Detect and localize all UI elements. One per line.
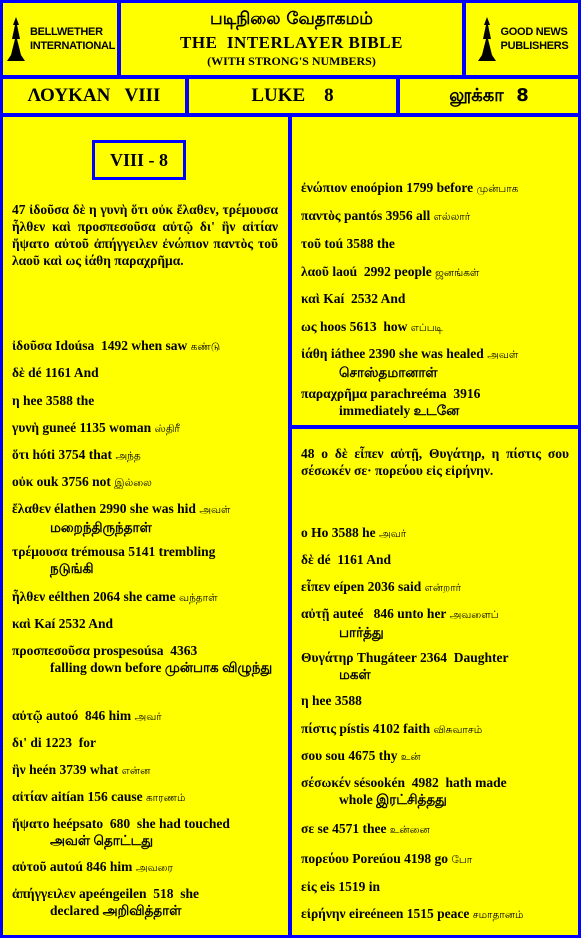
word-entry <box>12 707 278 726</box>
entry-continuation: immediately உடனே <box>339 403 460 418</box>
word-entry <box>301 207 566 226</box>
translit-strongs-english: dé 1161 And <box>317 552 392 567</box>
word-entry <box>12 364 278 381</box>
word-entry <box>301 820 566 839</box>
greek-word: εἰρήνην <box>301 906 346 921</box>
greek-word: ὅτι <box>12 447 30 462</box>
word-entry <box>301 318 566 337</box>
word-entry <box>12 815 278 849</box>
translit-strongs-english: toú 3588 the <box>324 236 395 251</box>
translit-strongs-english: guneé 1135 woman <box>42 420 152 435</box>
word-entry <box>301 235 566 252</box>
translit-strongs-english: di 1223 for <box>30 735 96 750</box>
tamil-gloss: சமாதானம் <box>472 909 524 921</box>
word-entry <box>301 263 566 282</box>
translit-strongs-english: trémousa 5141 trembling <box>70 544 216 559</box>
book-tamil: லூக்கா 8 <box>400 79 578 113</box>
translit-strongs-english: aitían 156 cause <box>51 789 143 804</box>
greek-word: ἔλαθεν <box>12 501 51 516</box>
greek-word: προσπεσοῦσα <box>12 643 90 658</box>
translit-strongs-english: prospesoúsa 4363 <box>93 643 198 658</box>
translit-strongs-english: hoos 5613 how <box>319 319 408 334</box>
tamil-gloss: உன்னை <box>389 824 430 836</box>
greek-word: η <box>301 693 309 708</box>
tamil-gloss: அவர் <box>379 528 407 540</box>
translit-strongs-english: hóti 3754 that <box>32 447 113 462</box>
entry-continuation: சொஸ்தமானாள் <box>339 365 438 380</box>
translit-strongs-english: parachreéma 3916 <box>370 386 481 401</box>
word-entry <box>301 774 566 808</box>
greek-word: πορεύου <box>301 851 349 866</box>
word-entry <box>301 905 566 924</box>
tamil-gloss: என்றார் <box>424 582 462 594</box>
entry-continuation: அவள் தொட்டது <box>50 833 154 848</box>
right-logo-line2: PUBLISHERS <box>500 40 569 52</box>
word-entry <box>12 858 278 877</box>
tamil-gloss: என்ன <box>121 765 151 777</box>
tamil-gloss: அவளைப் <box>449 609 499 621</box>
greek-word: δι' <box>12 735 27 750</box>
verse-48-text: 48 ο δὲ εἶπεν αὐτῇ, Θυγάτηρ, η πίστις σου σέσωκέν σε· πορεύου εἰς εἰρήνην. <box>301 446 569 478</box>
word-entry <box>301 649 566 683</box>
word-entry <box>301 850 566 869</box>
tamil-gloss: உன் <box>400 751 421 763</box>
greek-word: καὶ <box>301 291 320 306</box>
greek-word: δὲ <box>12 365 25 380</box>
greek-word: ἰδοῦσα <box>12 338 52 353</box>
greek-word: ως <box>301 319 317 334</box>
entry-continuation: நடுங்கி <box>50 561 94 576</box>
tamil-gloss: விசுவாசம் <box>433 724 483 736</box>
tamil-gloss: எல்லார் <box>433 211 471 223</box>
left-logo-line1: BELLWETHER <box>29 26 103 38</box>
greek-word: λαοῦ <box>301 264 329 279</box>
greek-word: αὐτῇ <box>301 606 330 621</box>
word-entry <box>301 524 566 543</box>
entry-continuation: பார்த்து <box>339 625 384 640</box>
word-entry <box>301 290 566 307</box>
bellwether-figure-icon <box>5 15 27 63</box>
goodnews-figure-icon <box>476 15 498 63</box>
page-title: THE INTERLAYER BIBLE <box>180 33 403 52</box>
translit-strongs-english: Kaí 2532 And <box>323 291 406 306</box>
tamil-gloss: இல்லை <box>114 477 152 489</box>
translit-strongs-english: sou 4675 thy <box>325 748 398 763</box>
title-tamil: படிநிலை வேதாகமம் <box>210 9 373 29</box>
word-entry <box>12 419 278 438</box>
translit-strongs-english: élathen 2990 she was hid <box>54 501 196 516</box>
tamil-gloss: அவரை <box>135 862 173 874</box>
word-entry <box>12 500 278 536</box>
goodnews-logo <box>466 3 578 75</box>
greek-word: σου <box>301 748 323 763</box>
word-entry <box>301 605 566 641</box>
word-entry <box>12 761 278 780</box>
translit-strongs-english: Thugáteer 2364 Daughter <box>356 650 509 665</box>
entry-continuation: மகள் <box>339 667 371 682</box>
translit-strongs-english: apeéngeilen 518 she <box>79 886 199 901</box>
translit-strongs-english: Ho 3588 he <box>311 525 376 540</box>
entry-continuation: falling down before முன்பாக விழுந்து <box>50 660 273 675</box>
greek-word: εἰς <box>301 879 317 894</box>
tamil-gloss: காரணம் <box>145 792 186 804</box>
tamil-gloss: எப்படி <box>410 322 443 334</box>
greek-word: ἥψατο <box>12 816 50 831</box>
word-entry <box>301 345 566 381</box>
translit-strongs-english: autoó 846 him <box>46 708 132 723</box>
tamil-gloss: கண்டு <box>190 341 221 353</box>
tamil-gloss: அவள் <box>199 504 231 516</box>
greek-word: αἰτίαν <box>12 789 48 804</box>
right-logo-line1: GOOD NEWS <box>500 26 568 38</box>
translit-strongs-english: Idoúsa 1492 when saw <box>55 338 188 353</box>
left-logo-line2: INTERNATIONAL <box>29 40 116 52</box>
entry-continuation: declared அறிவித்தாள் <box>50 903 182 918</box>
translit-strongs-english: enoópion 1799 before <box>350 180 474 195</box>
greek-word: αὐτοῦ <box>12 859 47 874</box>
word-entry <box>12 642 278 676</box>
word-entry <box>12 473 278 492</box>
title-block <box>121 3 462 75</box>
greek-word: αὐτῷ <box>12 708 43 723</box>
word-entry <box>301 179 566 198</box>
greek-word: γυνὴ <box>12 420 40 435</box>
word-entry <box>12 337 278 356</box>
greek-word: ἦλθεν <box>12 589 46 604</box>
translit-strongs-english: Poreúou 4198 go <box>352 851 449 866</box>
word-entry <box>301 692 566 709</box>
translit-strongs-english: hee 3588 the <box>23 393 95 408</box>
translit-strongs-english: hee 3588 <box>312 693 362 708</box>
greek-word: σέσωκέν <box>301 775 351 790</box>
greek-word: παντὸς <box>301 208 341 223</box>
word-entry <box>12 734 278 751</box>
greek-word: πίστις <box>301 721 337 736</box>
greek-word: τρέμουσα <box>12 544 68 559</box>
greek-word: ἣν <box>12 762 26 777</box>
book-greek: ΛΟΥΚΑΝ VIII <box>3 79 185 113</box>
word-entry <box>301 551 566 568</box>
greek-word: παραχρῆμα <box>301 386 368 401</box>
word-entry <box>12 446 278 465</box>
translit-strongs-english: se 4571 thee <box>317 821 387 836</box>
tamil-gloss: ஸ்திரீ <box>154 423 180 435</box>
translit-strongs-english: heépsato 680 she had touched <box>52 816 230 831</box>
greek-word: ο <box>301 525 308 540</box>
translit-strongs-english: eélthen 2064 she came <box>48 589 176 604</box>
translit-strongs-english: heén 3739 what <box>29 762 119 777</box>
translit-strongs-english: pantós 3956 all <box>344 208 431 223</box>
book-english: LUKE 8 <box>189 79 396 113</box>
translit-strongs-english: pístis 4102 faith <box>339 721 431 736</box>
greek-word: τοῦ <box>301 236 321 251</box>
translit-strongs-english: sésookén 4982 hath made <box>354 775 507 790</box>
word-entry <box>12 392 278 409</box>
bellwether-logo <box>3 3 117 75</box>
tamil-gloss: அவள் <box>487 349 519 361</box>
word-entry <box>12 543 278 577</box>
greek-word: καὶ <box>12 616 31 631</box>
word-entry <box>301 720 566 739</box>
translit-strongs-english: Kaí 2532 And <box>34 616 113 631</box>
page-subtitle: (WITH STRONG'S NUMBERS) <box>207 54 376 68</box>
tamil-gloss: அவர் <box>134 711 162 723</box>
greek-word: η <box>12 393 20 408</box>
word-entry <box>12 615 278 632</box>
word-entry <box>301 578 566 597</box>
word-entry <box>12 788 278 807</box>
word-entry <box>301 878 566 895</box>
greek-word: σε <box>301 821 315 836</box>
tamil-gloss: அந்த <box>115 450 141 462</box>
translit-strongs-english: eípen 2036 said <box>333 579 422 594</box>
translit-strongs-english: ouk 3756 not <box>36 474 111 489</box>
chapter-badge: VIII - 8 <box>92 140 186 180</box>
greek-word: ἐνώπιον <box>301 180 348 195</box>
word-entry <box>301 747 566 766</box>
greek-word: δὲ <box>301 552 314 567</box>
greek-word: εἶπεν <box>301 579 331 594</box>
tamil-gloss: போ <box>451 854 473 866</box>
translit-strongs-english: dé 1161 And <box>28 365 99 380</box>
verse-47-text: 47 ἰδοῦσα δὲ η γυνὴ ὅτι οὐκ ἔλαθεν, τρέμουσα ἦλθεν καὶ προσπεσοῦσα αὐτῷ δι' ἣν αἰτίαν ἥψατο αὐτοῦ ἀπήγγειλεν ἐνώπιον παντὸς τοῦ λαοῦ καὶ ως ἰάθη παραχρῆμα. <box>12 202 278 268</box>
translit-strongs-english: eireéneen 1515 peace <box>348 906 470 921</box>
translit-strongs-english: autoú 846 him <box>49 859 133 874</box>
translit-strongs-english: laoú 2992 people <box>332 264 432 279</box>
greek-word: οὐκ <box>12 474 34 489</box>
entry-continuation: whole இரட்சித்தது <box>339 792 447 807</box>
tamil-gloss: முன்பாக <box>476 183 519 195</box>
greek-word: ἰάθη <box>301 346 328 361</box>
greek-word: Θυγάτηρ <box>301 650 354 665</box>
translit-strongs-english: eis 1519 in <box>320 879 381 894</box>
word-entry <box>12 885 278 919</box>
word-entry <box>12 588 278 607</box>
translit-strongs-english: auteé 846 unto her <box>332 606 447 621</box>
greek-word: ἀπήγγειλεν <box>12 886 76 901</box>
tamil-gloss: வந்தாள் <box>179 592 218 604</box>
entry-continuation: மறைந்திருந்தாள் <box>50 520 152 535</box>
tamil-gloss: ஜனங்கள் <box>435 267 480 279</box>
word-entry <box>301 385 566 419</box>
translit-strongs-english: iáthee 2390 she was healed <box>330 346 484 361</box>
